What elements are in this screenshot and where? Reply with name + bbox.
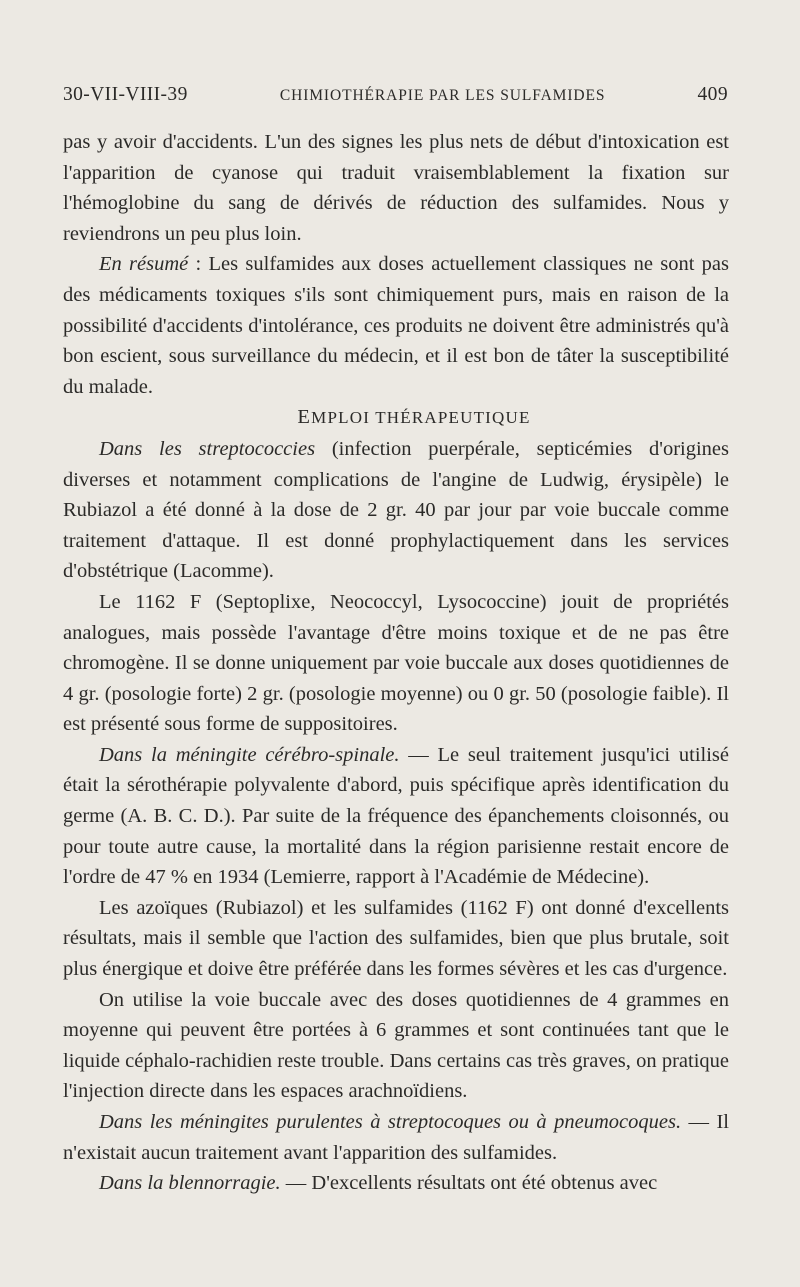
paragraph-4: Le 1162 F (Septoplixe, Neococcyl, Lysococcine) jouit de propriétés analogues, mais possède l'avantage d'être moins toxique et de ne pas être chromogène. Il se donne uniquement par voie buccale aux doses quotidiennes de 4 gr. (posologie forte) 2 gr. (posologie moyenne) ou 0 gr. 50 (posologie faible). Il est présenté sous forme de suppositoires.	[63, 590, 729, 736]
page-number: 409	[697, 84, 728, 105]
running-header	[63, 84, 728, 106]
paragraph-2-text: : Les sulfamides aux doses actuellement classiques ne sont pas des médicaments toxiques s'ils sont chimiquement purs, mais en raison de la possibilité d'accidents d'intolérance, ces produits ne doivent être administrés qu'à bon escient, sous surveillance du médecin, et il est bon de tâter la susceptibilité du malade.	[63, 253, 729, 398]
paragraph-6: Les azoïques (Rubiazol) et les sulfamides (1162 F) ont donné d'excellents résultats, mais il semble que l'action des sulfamides, bien que plus brutale, soit plus énergique et doive être préférée dans les formes sévères et les cas d'urgence.	[63, 896, 729, 981]
paragraph-1: pas y avoir d'accidents. L'un des signes les plus nets de début d'intoxication est l'apparition de cyanose qui traduit vraisemblablement la fixation sur l'hémoglobine du sang de dérivés de réduction des sulfamides. Nous y reviendrons un peu plus loin.	[63, 131, 729, 245]
section-heading-rest: MPLOI THÉRAPEUTIQUE	[311, 408, 531, 428]
paragraph-9-text: — D'excellents résultats ont été obtenus avec	[280, 1172, 658, 1195]
paragraph-3	[63, 434, 729, 587]
paragraph-5	[63, 740, 729, 893]
paragraph-8	[63, 1107, 729, 1168]
paragraph-9-lead: Dans la blennorragie.	[99, 1172, 281, 1195]
paragraph-5-text: — Le seul traitement jusqu'ici utilisé était la sérothérapie polyvalente d'abord, puis spécifique après identification du germe (A. B. C. D.). Par suite de la fréquence des épanchements cloisonnés, ou pour toute autre cause, la mortalité dans la région parisienne restait encore de l'ordre de 47 % en 1934 (Lemierre, rapport à l'Académie de Médecine).	[63, 743, 729, 889]
header-title: CHIMIOTHÉRAPIE PAR LES SULFAMIDES	[279, 87, 606, 104]
paragraph-9	[63, 1168, 729, 1199]
header-date: 30-VII-VIII-39	[63, 84, 188, 105]
paragraph-2	[63, 249, 729, 402]
paragraph-3-lead: Dans les streptococcies	[99, 437, 316, 460]
paragraph-3-text: (infection puerpérale, septicémies d'origines diverses et notamment complications de l'angine de Ludwig, érysipèle) le Rubiazol a été donné à la dose de 2 gr. 40 par jour par voie buccale comme traitement d'attaque. Il est donné prophylactiquement dans les services d'obstétrique (Lacomme).	[63, 437, 729, 583]
paragraph-2-lead: En résumé	[99, 253, 189, 276]
paragraph-5-lead: Dans la méningite cérébro-spinale.	[99, 743, 400, 766]
body-text	[63, 127, 729, 1199]
paragraph-8-text: — Il n'existait aucun traitement avant l'apparition des sulfamides.	[63, 1111, 729, 1164]
section-heading	[63, 402, 729, 434]
paragraph-8-lead: Dans les méningites purulentes à streptocoques ou à pneumocoques.	[99, 1111, 682, 1133]
paragraph-7: On utilise la voie buccale avec des doses quotidiennes de 4 grammes en moyenne qui peuvent être portées à 6 grammes et sont continuées tant que le liquide céphalo-rachidien reste trouble. Dans certains cas très graves, on pratique l'injection directe dans les espaces arachnoïdiens.	[63, 988, 729, 1103]
section-heading-initial: E	[297, 406, 312, 429]
